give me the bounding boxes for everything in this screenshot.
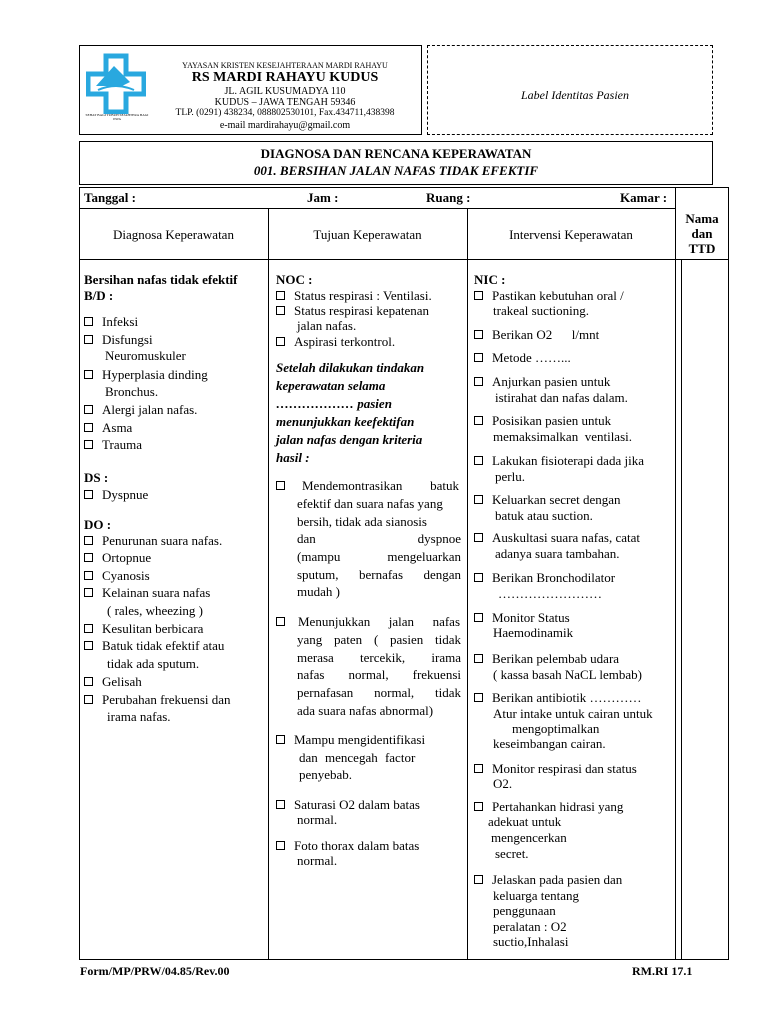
logo-caption: SEHAT BAGI TUBUH SEJAHTERA BAGI JIWA [85,113,149,121]
bd-item[interactable]: Trauma [84,437,142,453]
checkbox-icon [84,317,93,326]
checkbox-icon [84,423,93,432]
kriteria-3[interactable]: Mampu mengidentifikasi [276,732,425,748]
bd-item[interactable]: Infeksi [84,314,138,330]
do-item[interactable]: Batuk tidak efektif atau [84,638,224,654]
checkbox-icon [84,440,93,449]
nic-item[interactable]: Auskultasi suara nafas, catat [474,530,640,546]
nic-item[interactable]: Keluarkan secret dengan [474,492,621,508]
checkbox-icon [84,335,93,344]
patient-label-text: Label Identitas Pasien [521,88,629,102]
checkbox-icon [276,735,285,744]
page-title: DIAGNOSA DAN RENCANA KEPERAWATAN [260,146,532,161]
checkbox-icon [474,456,483,465]
checkbox-icon [84,677,93,686]
bd-item[interactable]: Alergi jalan nafas. [84,402,197,418]
do-item[interactable]: Cyanosis [84,568,150,584]
checkbox-icon [276,800,285,809]
col-nama-2: dan [691,226,713,241]
bd-item-cont: Neuromuskuler [105,348,186,363]
rm-code: RM.RI 17.1 [632,964,693,978]
do-item[interactable]: Penurunan suara nafas. [84,533,222,549]
nic-item[interactable]: Berikan Bronchodilator [474,570,615,586]
setelah-line-3: ……………… pasien [276,396,392,411]
checkbox-icon [276,291,285,300]
checkbox-icon [84,490,93,499]
checkbox-icon [84,553,93,562]
kriteria-1[interactable] [276,478,294,494]
do-item-cont: ( rales, wheezing ) [107,603,204,618]
bd-item-cont: Bronchus. [105,384,159,399]
checkbox-icon [474,802,483,811]
nic-item[interactable]: Metode ……... [474,350,571,366]
checkbox-icon [474,693,483,702]
noc-item[interactable]: Aspirasi terkontrol. [276,334,395,350]
bd-item[interactable]: Disfungsi [84,332,153,348]
nic-item[interactable]: Jelaskan pada pasien dan [474,872,622,888]
col-nama-3: TTD [688,241,716,256]
kamar-label: Kamar : [620,190,668,205]
checkbox-icon [474,764,483,773]
checkbox-icon [474,875,483,884]
setelah-line-5: jalan nafas dengan kriteria [276,432,423,447]
checkbox-icon [474,613,483,622]
nic-item[interactable]: Lakukan fisioterapi dada jika [474,453,644,469]
col-diagnosa: Diagnosa Keperawatan [113,227,234,242]
do-item-cont: tidak ada sputum. [107,656,200,671]
col-nama-1: Nama [685,211,719,226]
checkbox-icon [276,481,285,490]
checkbox-icon [276,617,285,626]
checkbox-icon [84,370,93,379]
checkbox-icon [276,841,285,850]
do-item[interactable]: Ortopnue [84,550,151,566]
hospital-name: RS MARDI RAHAYU KUDUS [191,70,379,85]
checkbox-icon [84,641,93,650]
address-line-1: JL. AGIL KUSUMADYA 110 [224,86,346,97]
setelah-line-6: hasil : [276,450,310,465]
checkbox-icon [474,654,483,663]
checkbox-icon [276,306,285,315]
do-item-cont: irama nafas. [107,709,171,724]
page-subtitle: 001. BERSIHAN JALAN NAFAS TIDAK EFEKTIF [253,163,539,178]
nic-item[interactable]: Posisikan pasien untuk [474,413,611,429]
noc-item[interactable]: Status respirasi kepatenan [276,303,429,319]
nic-item[interactable]: Berikan pelembab udara [474,651,619,667]
nic-item[interactable]: Monitor Status [474,610,570,626]
checkbox-icon [84,571,93,580]
checkbox-icon [84,536,93,545]
cross-logo-icon [86,52,146,114]
email-line: e-mail mardirahayu@gmail.com [219,120,351,131]
noc-item[interactable]: Status respirasi : Ventilasi. [276,288,432,304]
address-line-2: KUDUS – JAWA TENGAH 59346 [214,97,356,108]
nic-item[interactable]: Monitor respirasi dan status [474,761,637,777]
ruang-label: Ruang : [426,190,471,205]
checkbox-icon [474,495,483,504]
nic-item[interactable]: Pastikan kebutuhan oral / [474,288,624,304]
ds-item[interactable]: Dyspnue [84,487,148,503]
kriteria-4[interactable]: Saturasi O2 dalam batas [276,797,420,813]
hospital-logo [86,52,146,114]
do-item[interactable]: Kesulitan berbicara [84,621,203,637]
nic-item[interactable]: Pertahankan hidrasi yang [474,799,623,815]
do-item[interactable]: Gelisah [84,674,142,690]
checkbox-icon [276,337,285,346]
checkbox-icon [474,533,483,542]
form-code: Form/MP/PRW/04.85/Rev.00 [80,964,230,978]
col-intervensi: Intervensi Keperawatan [509,227,633,242]
setelah-line-2: keperawatan selama [276,378,386,393]
tanggal-label: Tanggal : [84,190,136,205]
kriteria-5[interactable]: Foto thorax dalam batas [276,838,419,854]
nic-item[interactable]: Berikan O2 l/mnt [474,327,599,343]
ds-label: DS : [84,470,109,485]
nic-item[interactable]: Berikan antibiotik ………… [474,690,641,706]
bd-item[interactable]: Hyperplasia dinding [84,367,208,383]
checkbox-icon [474,291,483,300]
checkbox-icon [84,588,93,597]
checkbox-icon [84,405,93,414]
do-item[interactable]: Perubahan frekuensi dan [84,692,231,708]
nic-label: NIC : [474,272,506,287]
diagnosa-title-1: Bersihan nafas tidak efektif [84,272,238,287]
bd-item[interactable]: Asma [84,420,132,436]
phone-line: TLP. (0291) 438234, 088802530101, Fax.434711,438398 [175,108,395,118]
setelah-line-1: Setelah dilakukan tindakan [276,360,425,375]
checkbox-icon [474,416,483,425]
col-tujuan: Tujuan Keperawatan [313,227,422,242]
checkbox-icon [84,695,93,704]
foundation-name: YAYASAN KRISTEN KESEJAHTERAAN MARDI RAHAYU [182,61,388,70]
checkbox-icon [84,624,93,633]
kriteria-2[interactable] [276,614,294,630]
nic-item[interactable]: Anjurkan pasien untuk [474,374,610,390]
diagnosa-title-2: B/D : [84,288,114,303]
setelah-line-4: menunjukkan keefektifan [276,414,415,429]
noc-item-cont: jalan nafas. [297,318,357,333]
do-label: DO : [84,517,112,532]
checkbox-icon [474,377,483,386]
checkbox-icon [474,573,483,582]
noc-label: NOC : [276,272,313,287]
jam-label: Jam : [307,190,339,205]
checkbox-icon [474,353,483,362]
checkbox-icon [474,330,483,339]
do-item[interactable]: Kelainan suara nafas [84,585,210,601]
